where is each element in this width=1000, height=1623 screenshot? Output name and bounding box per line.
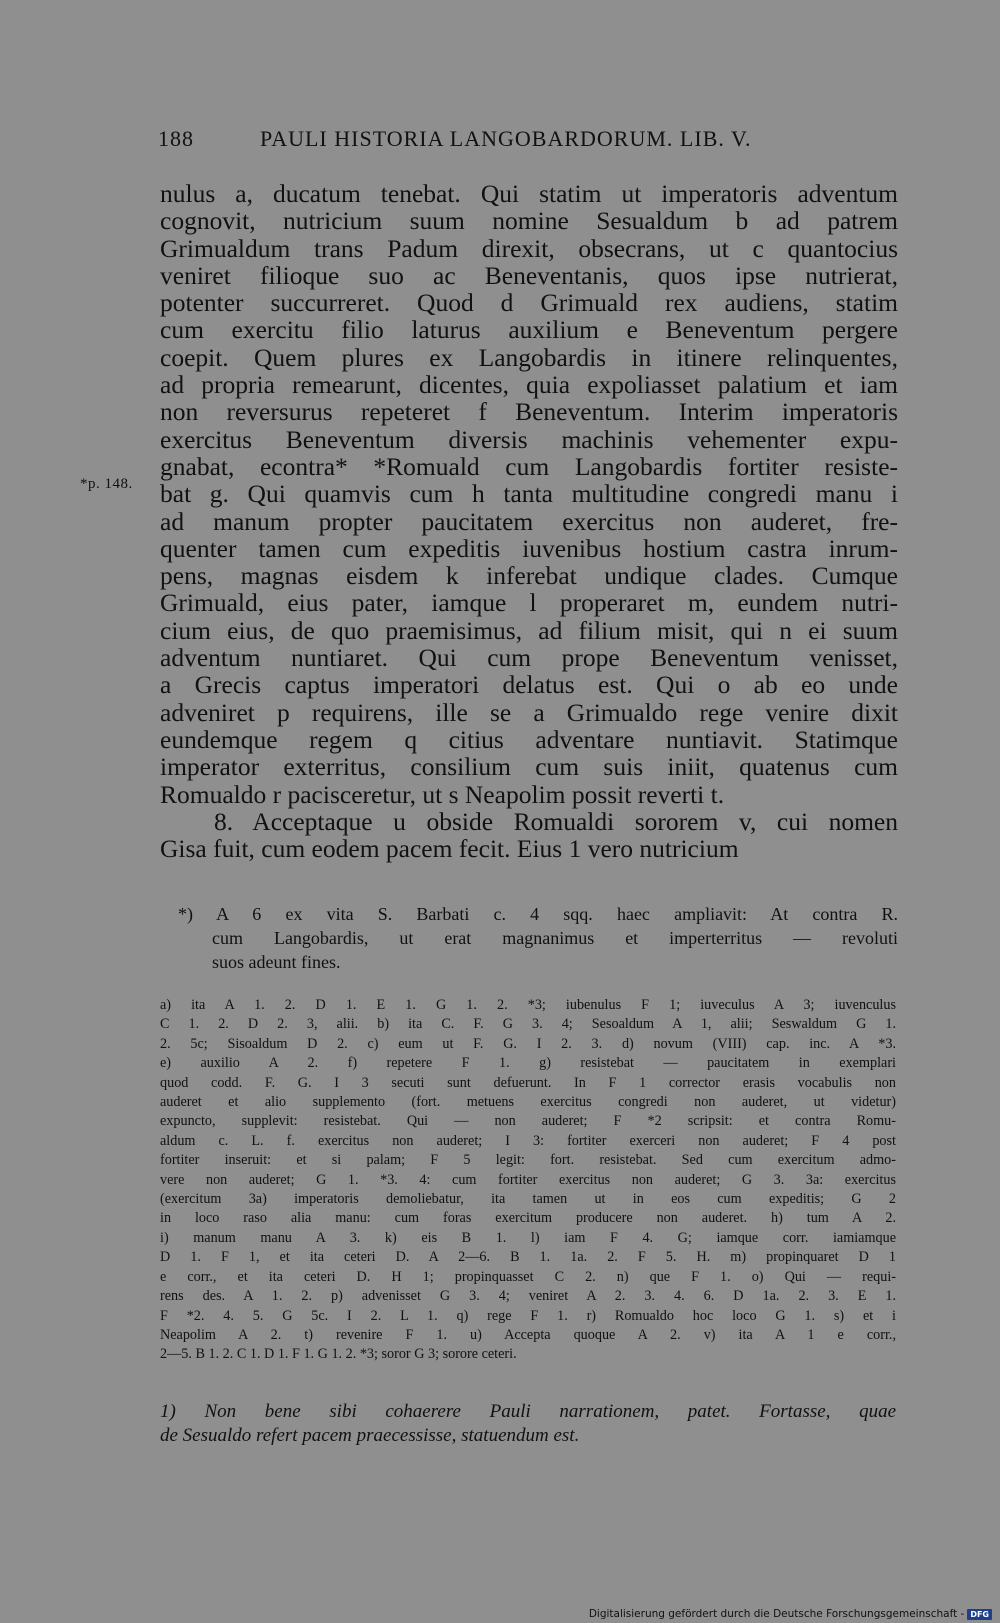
text-line: Gisa fuit, cum eodem pacem fecit. Eius 1 vero nutricium: [160, 834, 739, 864]
digitization-credit: [589, 1608, 992, 1620]
apparatus-line: 2—5. B 1. 2. C 1. D 1. F 1. G 1. 2. *3; soror G 3; sorore ceteri.: [160, 1346, 517, 1363]
apparatus-line: e) auxilio A 2. f) repetere F 1. g) resistebat — paucitatem in exemplari: [160, 1055, 896, 1072]
apparatus-line: rens des. A 1. 2. p) advenisset G 3. 4; veniret A 2. 3. 4. 6. D 1a. 2. 3. E 1.: [160, 1288, 896, 1305]
apparatus-line: quod codd. F. G. I 3 secuti sunt defuerunt. In F 1 corrector erasis vocabulis non: [160, 1074, 896, 1091]
text-line: adveniret p requirens, ille se a Grimualdo rege venire dixit: [160, 697, 898, 727]
text-line: 8. Acceptaque u obside Romualdi sororem v, cui nomen: [214, 806, 898, 836]
main-text-block: [160, 180, 898, 862]
text-line: imperator exterritus, consilium cum suis iniit, quatenus cum: [160, 752, 898, 782]
text-line: pens, magnas eisdem k inferebat undique clades. Cumque: [160, 561, 898, 591]
apparatus-line: fortiter inseruit: et si palam; F 5 legit: fort. resistebat. Sed cum exercitum admo-: [160, 1152, 896, 1169]
credit-text: Digitalisierung gefördert durch die Deutsche Forschungsgemeinschaft -: [588, 1608, 965, 1620]
text-line: Grimualdum trans Padum direxit, obsecrans, ut c quantocius: [160, 233, 898, 263]
text-line: ad manum propter paucitatem exercitus non auderet, fre-: [160, 506, 898, 536]
apparatus-line: F *2. 4. 5. G 5c. I 2. L 1. q) rege F 1. r) Romualdo hoc loco G 1. s) et i: [160, 1307, 896, 1324]
text-line: quenter tamen cum expeditis iuvenibus hostium castra inrum-: [160, 533, 898, 563]
text-line: coepit. Quem plures ex Langobardis in itinere relinquentes,: [160, 342, 898, 372]
apparatus-line: in loco raso alia manu: cum foras exercitum producere non auderet. h) tum A 2.: [160, 1210, 896, 1227]
star-note-line: cum Langobardis, ut erat magnanimus et imperterritus — revoluti: [212, 928, 898, 948]
text-line: eundemque regem q citius adventare nuntiavit. Statimque: [160, 724, 898, 754]
text-line: Grimuald, eius pater, iamque l properaret m, eundem nutri-: [160, 588, 898, 618]
text-line: cium eius, de quo praemisimus, ad filium misit, qui n ei suum: [160, 615, 898, 645]
text-line: non reversurus repeteret f Beneventum. Interim imperatoris: [160, 397, 898, 427]
apparatus-line: D 1. F 1, et ita ceteri D. A 2—6. B 1. 1a. 2. F 5. H. m) propinquaret D 1: [160, 1249, 896, 1266]
running-title: PAULI HISTORIA LANGOBARDORUM. LIB. V.: [260, 126, 752, 151]
apparatus-line: (exercitum 3a) imperatoris demoliebatur, ita tamen ut in eos cum expeditis; G 2: [160, 1191, 896, 1208]
text-line: Romualdo r pacisceretur, ut s Neapolim possit reverti t.: [160, 779, 725, 809]
apparatus-line: i) manum manu A 3. k) eis B 1. l) iam F 4. G; iamque corr. iamiamque: [160, 1229, 896, 1246]
text-line: ad propria remearunt, dicentes, quia expoliasset palatium et iam: [160, 370, 898, 400]
text-line: a Grecis captus imperatori delatus est. Qui o ab eo unde: [160, 670, 898, 700]
text-line: adventum nuntiaret. Qui cum prope Beneventum venisset,: [160, 643, 898, 673]
apparatus-line: Neapolim A 2. t) revenire F 1. u) Accepta quoque A 2. v) ita A 1 e corr.,: [160, 1326, 896, 1343]
footnote-line: 1) Non bene sibi cohaerere Pauli narrationem, patet. Fortasse, quae: [160, 1401, 896, 1422]
star-note-line: suos adeunt fines.: [212, 952, 341, 972]
apparatus-line: auderet et alio supplemento (fort. metuens exercitus congredi non auderet, ut videtur): [160, 1094, 896, 1111]
apparatus-line: 2. 5c; Sisoaldum D 2. c) eum ut F. G. I 2. 3. d) novum (VIII) cap. inc. A *3.: [160, 1035, 896, 1052]
apparatus-line: a) ita A 1. 2. D 1. E 1. G 1. 2. *3; iubenulus F 1; iuveculus A 3; iuvenculus: [160, 997, 896, 1013]
dfg-logo: DFG: [967, 1609, 992, 1620]
apparatus-line: vere non auderet; G 1. *3. 4: cum fortiter exercitus non auderet; G 3. 3a: exercitus: [160, 1171, 896, 1188]
page-number: 188: [158, 126, 194, 151]
footnote-line: de Sesualdo refert pacem praecessisse, statuendum est.: [160, 1425, 580, 1446]
text-line: cognovit, nutricium suum nomine Sesualdum b ad patrem: [160, 206, 898, 236]
apparatus-line: e corr., et ita ceteri D. H 1; propinquasset C 2. n) que F 1. o) Qui — requi-: [160, 1268, 896, 1285]
running-header: [158, 126, 878, 152]
text-line: potenter succurreret. Quod d Grimuald rex audiens, statim: [160, 288, 898, 318]
text-line: gnabat, econtra* *Romuald cum Langobardis fortiter resiste-: [160, 451, 898, 481]
star-note-block: [178, 902, 898, 974]
apparatus-line: expuncto, supplevit: resistebat. Qui — non auderet; F *2 scripsit: et contra Romu-: [160, 1113, 896, 1130]
apparatus-line: C 1. 2. D 2. 3, alii. b) ita C. F. G 3. 4; Sesoaldum A 1, alii; Seswaldum G 1.: [160, 1016, 896, 1033]
star-note-line: *) A 6 ex vita S. Barbati c. 4 sqq. haec ampliavit: At contra R.: [178, 904, 898, 924]
text-line: exercitus Beneventum diversis machinis vehementer expu-: [160, 424, 898, 454]
text-line: nulus a, ducatum tenebat. Qui statim ut imperatoris adventum: [160, 179, 898, 208]
footnote-block: [160, 1400, 896, 1448]
text-line: cum exercitu filio laturus auxilium e Beneventum pergere: [160, 315, 898, 345]
text-line: veniret filioque suo ac Beneventanis, quos ipse nutrierat,: [160, 260, 898, 290]
apparatus-line: aldum c. L. f. exercitus non auderet; I 3: fortiter exerceri non auderet; F 4 post: [160, 1132, 896, 1149]
critical-apparatus: [160, 996, 896, 1365]
text-line: bat g. Qui quamvis cum h tanta multitudine congredi manu i: [160, 479, 898, 509]
margin-page-reference: *p. 148.: [80, 476, 133, 492]
